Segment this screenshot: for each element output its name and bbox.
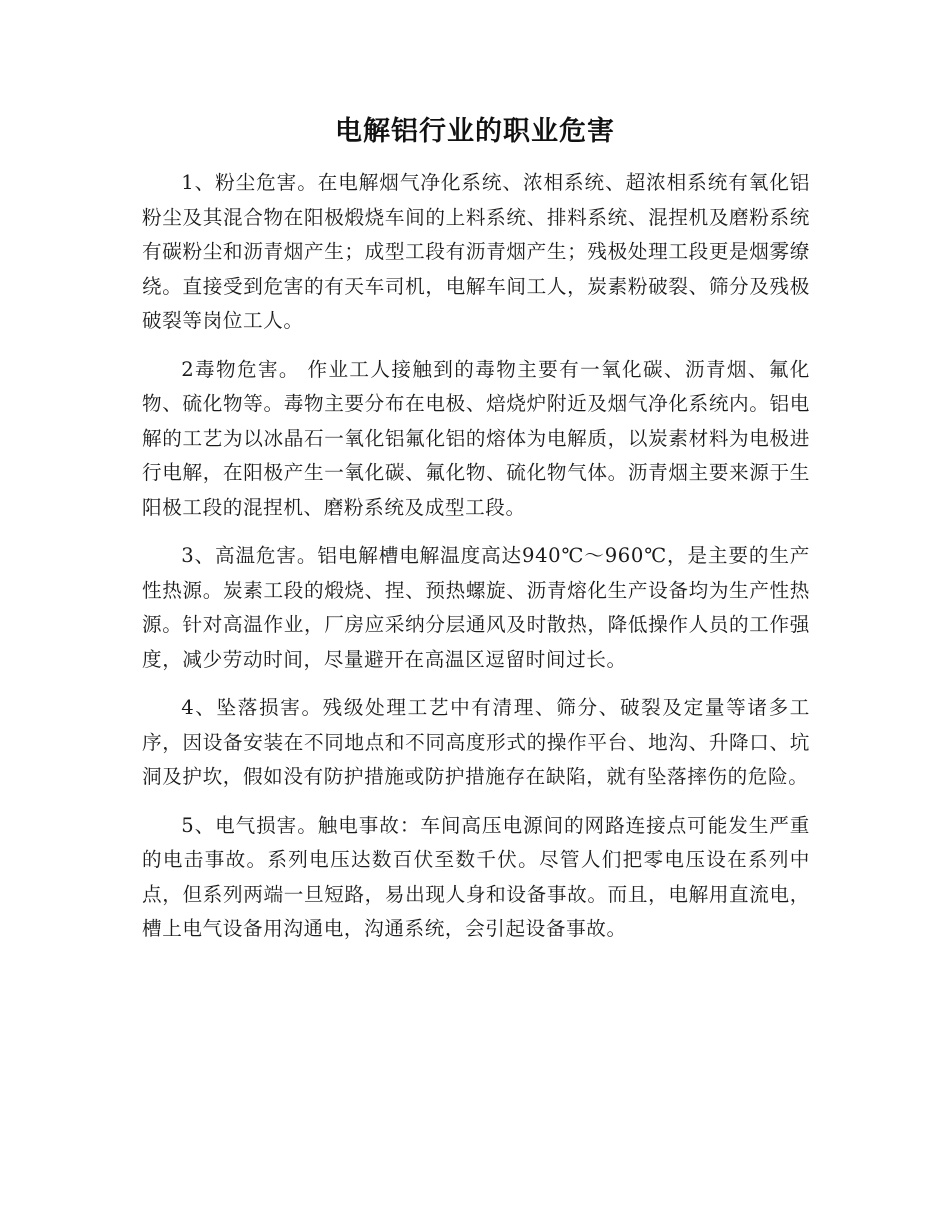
paragraph-toxic-hazard: 2毒物危害。 作业工人接触到的毒物主要有一氧化碳、沥青烟、氟化物、硫化物等。毒物主要分布在电极、焙烧炉附近及烟气净化系统内。铝电解的工艺为以冰晶石一氧化铝氟化铝的熔体为电解质，以炭素材料为电极进行电解，在阳极产生一氧化碳、氟化物、硫化物气体。沥青烟主要来源于生阳极工段的混捏机、磨粉系统及成型工段。 xyxy=(142,357,810,519)
document-title: 电解铝行业的职业危害 xyxy=(335,116,615,147)
paragraph-heat-hazard: 3、高温危害。铝电解槽电解温度高达940℃～960℃，是主要的生产性热源。炭素工段的煅烧、捏、预热螺旋、沥青熔化生产设备均为生产性热源。针对高温作业，厂房应采纳分层通风及时散热，降低操作人员的工作强度，减少劳动时间，尽量避开在高温区逗留时间过长。 xyxy=(142,544,810,671)
paragraph-fall-hazard: 4、坠落损害。残级处理工艺中有清理、筛分、破裂及定量等诸多工序，因设备安装在不同地点和不同高度形式的操作平台、地沟、升降口、坑洞及护坎，假如没有防护措施或防护措施存在缺陷，就有坠落摔伤的危险。 xyxy=(142,696,810,788)
document-body xyxy=(142,166,810,961)
paragraph-electrical-hazard: 5、电气损害。触电事故：车间高压电源间的网路连接点可能发生严重的电击事故。系列电压达数百伏至数千伏。尽管人们把零电压设在系列中点，但系列两端一旦短路，易出现人身和设备事故。而且，电解用直流电，槽上电气设备用沟通电，沟通系统，会引起设备事故。 xyxy=(142,813,810,940)
paragraph-dust-hazard: 1、粉尘危害。在电解烟气净化系统、浓相系统、超浓相系统有氧化铝粉尘及其混合物在阳极煅烧车间的上料系统、排料系统、混捏机及磨粉系统有碳粉尘和沥青烟产生；成型工段有沥青烟产生；残极处理工段更是烟雾缭绕。直接受到危害的有天车司机，电解车间工人，炭素粉破裂、筛分及残极破裂等岗位工人。 xyxy=(142,171,810,332)
